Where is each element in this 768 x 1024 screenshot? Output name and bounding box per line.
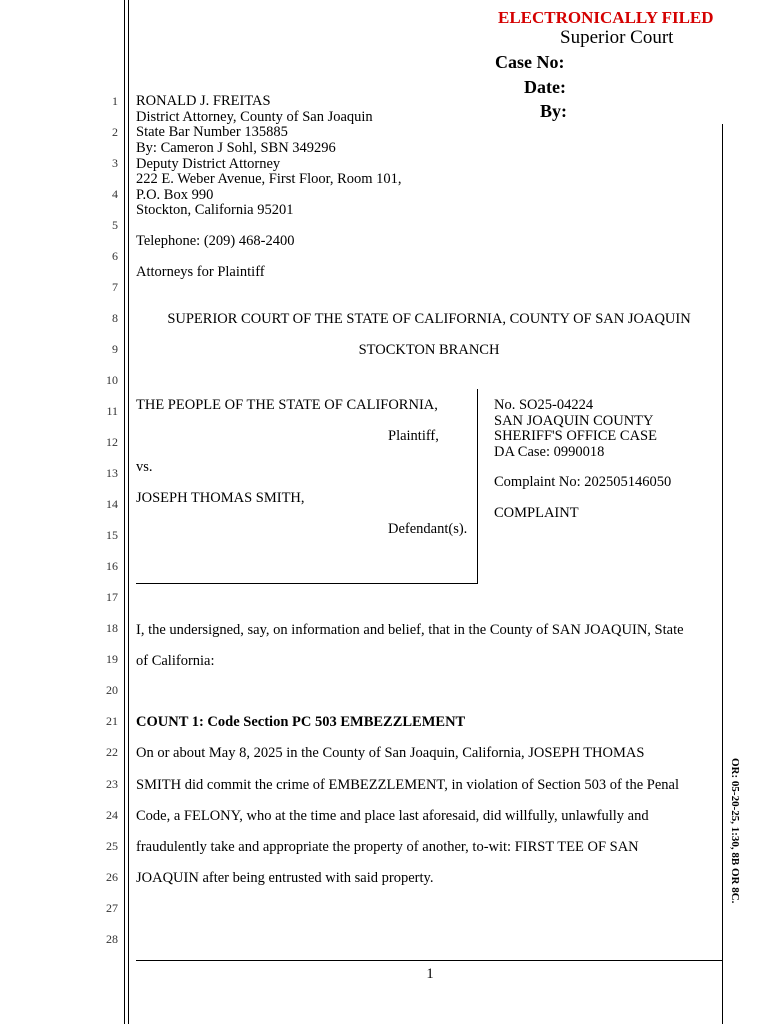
complaint-number: Complaint No: 202505146050 bbox=[494, 474, 672, 490]
stamp-court: Superior Court bbox=[560, 27, 674, 48]
line-number: 21 bbox=[106, 714, 118, 728]
attorney-address: 222 E. Weber Avenue, First Floor, Room 101, bbox=[136, 171, 402, 187]
caption-bottom-rule bbox=[136, 583, 478, 584]
intro-line-2: of California: bbox=[136, 653, 215, 669]
attorney-bar: State Bar Number 135885 bbox=[136, 124, 288, 140]
line-number: 9 bbox=[112, 342, 118, 356]
attorney-for: Attorneys for Plaintiff bbox=[136, 264, 265, 280]
line-number: 8 bbox=[112, 311, 118, 325]
page-number: 1 bbox=[426, 966, 434, 982]
caption-defendant-name: JOSEPH THOMAS SMITH, bbox=[136, 490, 305, 506]
count-line-1: On or about May 8, 2025 in the County of San Joaquin, California, JOSEPH THOMAS bbox=[136, 745, 645, 761]
count-heading: COUNT 1: Code Section PC 503 EMBEZZLEMENT bbox=[136, 714, 466, 730]
line-number: 6 bbox=[112, 249, 118, 263]
side-note: OR: 05-20-25, 1:30, 8B OR 8C. bbox=[729, 758, 741, 904]
caption-vs: vs. bbox=[136, 459, 153, 475]
stamp-by-label: By: bbox=[540, 101, 567, 121]
count-line-4: fraudulently take and appropriate the property of another, to-wit: FIRST TEE OF SAN bbox=[136, 839, 639, 855]
count-line-3: Code, a FELONY, who at the time and place last aforesaid, did willfully, unlawfully and bbox=[136, 808, 649, 824]
intro-line-1: I, the undersigned, say, on information and belief, that in the County of SAN JOAQUIN, State bbox=[136, 622, 684, 638]
case-agency-1: SAN JOAQUIN COUNTY bbox=[494, 413, 654, 429]
da-case: DA Case: 0990018 bbox=[494, 444, 605, 460]
line-number: 18 bbox=[106, 621, 118, 635]
left-margin-rule-outer bbox=[124, 0, 125, 1024]
line-number: 17 bbox=[106, 590, 118, 604]
caption-defendant-label: Defendant(s). bbox=[388, 521, 468, 537]
line-number: 28 bbox=[106, 932, 118, 946]
line-number: 24 bbox=[106, 808, 118, 822]
line-number: 5 bbox=[112, 218, 118, 232]
attorney-name: RONALD J. FREITAS bbox=[136, 93, 271, 109]
line-number: 20 bbox=[106, 683, 118, 697]
caption-people: THE PEOPLE OF THE STATE OF CALIFORNIA, bbox=[136, 397, 438, 413]
line-number: 16 bbox=[106, 559, 118, 573]
line-number: 2 bbox=[112, 125, 118, 139]
line-number: 11 bbox=[106, 404, 118, 418]
count-line-2: SMITH did commit the crime of EMBEZZLEMENT, in violation of Section 503 of the Penal bbox=[136, 777, 679, 793]
attorney-telephone: Telephone: (209) 468-2400 bbox=[136, 233, 295, 249]
stamp-case-no-label: Case No: bbox=[495, 52, 565, 72]
line-number: 23 bbox=[106, 777, 118, 791]
line-number: 12 bbox=[106, 435, 118, 449]
line-number: 3 bbox=[112, 156, 118, 170]
line-number: 26 bbox=[106, 870, 118, 884]
footer-rule bbox=[136, 960, 722, 961]
line-number: 25 bbox=[106, 839, 118, 853]
attorney-po-box: P.O. Box 990 bbox=[136, 187, 214, 203]
attorney-city: Stockton, California 95201 bbox=[136, 202, 294, 218]
attorney-deputy: Deputy District Attorney bbox=[136, 156, 281, 172]
caption-plaintiff: Plaintiff, bbox=[388, 428, 439, 444]
line-number: 7 bbox=[112, 280, 118, 294]
case-number: No. SO25-04224 bbox=[494, 397, 594, 413]
line-number: 19 bbox=[106, 652, 118, 666]
line-number: 1 bbox=[112, 94, 118, 108]
line-number: 22 bbox=[106, 745, 118, 759]
line-number: 14 bbox=[106, 497, 118, 511]
line-number: 13 bbox=[106, 466, 118, 480]
stamp-date-label: Date: bbox=[524, 77, 566, 97]
court-name: SUPERIOR COURT OF THE STATE OF CALIFORNIA, COUNTY OF SAN JOAQUIN bbox=[167, 311, 691, 327]
court-branch: STOCKTON BRANCH bbox=[358, 342, 500, 358]
attorney-title: District Attorney, County of San Joaquin bbox=[136, 109, 373, 125]
attorney-by: By: Cameron J Sohl, SBN 349296 bbox=[136, 140, 336, 156]
left-margin-rule-inner bbox=[128, 0, 129, 1024]
document-type: COMPLAINT bbox=[494, 505, 579, 521]
line-number: 15 bbox=[106, 528, 118, 542]
count-line-5: JOAQUIN after being entrusted with said property. bbox=[136, 870, 434, 886]
right-margin-rule bbox=[722, 124, 723, 1024]
line-number: 27 bbox=[106, 901, 118, 915]
line-number: 4 bbox=[112, 187, 118, 201]
caption-divider bbox=[477, 389, 478, 584]
line-number: 10 bbox=[106, 373, 118, 387]
case-agency-2: SHERIFF'S OFFICE CASE bbox=[494, 428, 657, 444]
efiled-stamp: ELECTRONICALLY FILED bbox=[498, 8, 714, 27]
